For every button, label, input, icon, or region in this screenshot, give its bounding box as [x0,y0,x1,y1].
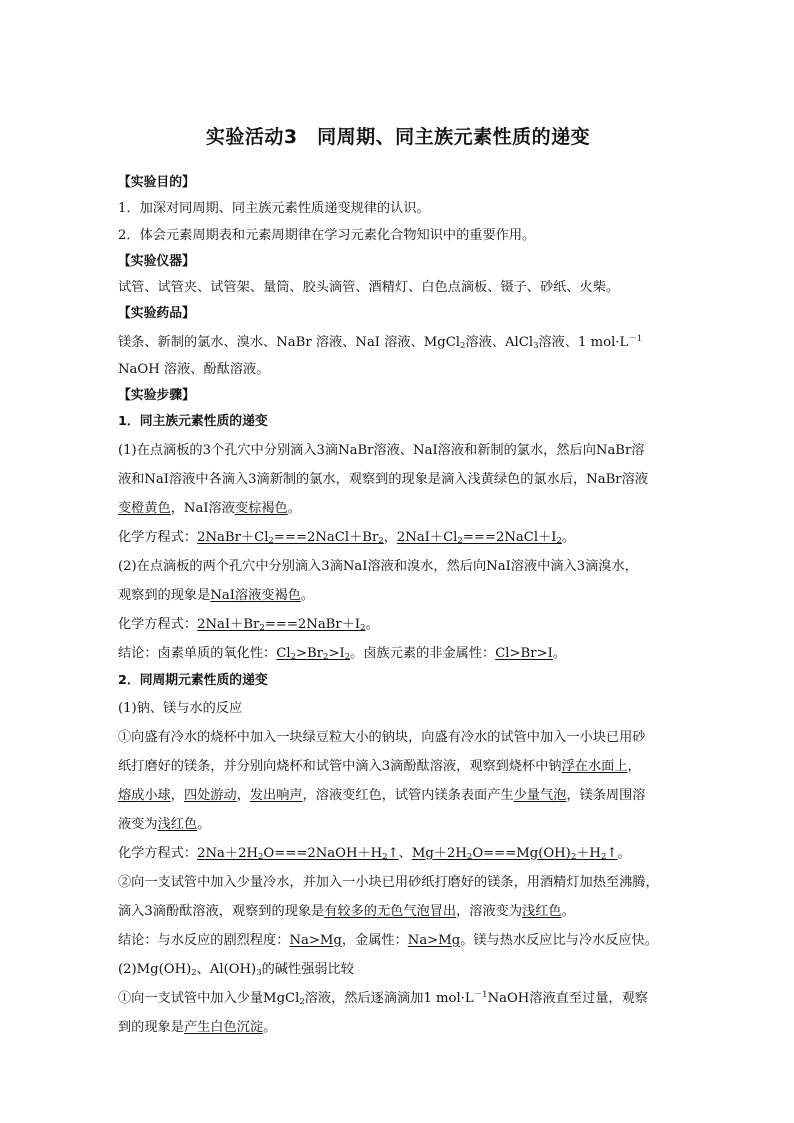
s1-equation-2: 化学方程式：$2NaI+Br_2===2NaBr+I_2$。 [118,616,379,633]
purpose-heading: 【实验目的】 [118,175,195,190]
s2-subheading-1: (1)钠、镁与水的反应 [118,700,243,716]
s1-equation-1: 化学方程式：$2NaBr+Cl_2===2NaCl+Br_2$，$2NaI+Cl_2===2NaCl+I_2$。 [118,529,576,546]
s1-p1-line-2: 液和NaI溶液中各滴入3滴新制的氯水，观察到的现象是滴入浅黄绿色的氯水后，NaBr溶液 [118,471,648,487]
s1-p1-line-1: (1)在点滴板的3个孔穴中分别滴入3滴NaBr溶液、NaI溶液和新制的氯水，然后向NaBr溶 [118,442,645,458]
s2-p1-line-3: 熔成小球，四处游动，发出响声，溶液变红色，试管内镁条表面产生少量气泡，镁条周围溶 [118,787,646,803]
document-body [118,170,678,1042]
steps-heading: 【实验步骤】 [118,388,195,404]
s2-p1-line-2: 纸打磨好的镁条，并分别向烧杯和试管中滴入3滴酚酞溶液，观察到烧杯中钠浮在水面上， [118,758,641,774]
s2-p1-line-1: ①向盛有冷水的烧杯中加入一块绿豆粒大小的钠块，向盛有冷水的试管中加入一小块已用砂 [118,729,646,745]
s2-p1-line-4: 液变为浅红色。 [118,816,211,832]
s2-equation: 化学方程式：$2Na+2H_2O===2NaOH+H_2↑$、$Mg+2H_2O===Mg(OH)_2+H_2↑$。 [118,845,631,862]
s1-conclusion: 结论：卤素单质的氧化性：$Cl_2>Br_2>I_2$。卤族元素的非金属性：Cl>Br>I。 [118,645,567,662]
s2-subheading-2: $(2)Mg(OH)_2$、$Al(OH)_3$的碱性强弱比较 [118,961,354,978]
s1-p2-line-2: 观察到的现象是NaI溶液变褐色。 [118,587,315,603]
reagents-line-2: NaOH 溶液、酚酞溶液。 [118,361,270,377]
purpose-item-2: 2．体会元素周期表和元素周期律在学习元素化合物知识中的重要作用。 [118,227,536,243]
s1-p1-line-3: 变橙黄色，NaI溶液变棕褐色。 [118,500,301,516]
s1-p2-line-1: (2)在点滴板的两个孔穴中分别滴入3滴NaI溶液和溴水，然后向NaI溶液中滴入3滴溴水， [118,558,638,574]
section-1-heading: 1．同主族元素性质的递变 [118,414,268,430]
s2-p3-line-2: 到的现象是产生白色沉淀。 [118,1019,277,1035]
s2-p2-line-2: 滴入3滴酚酞溶液，观察到的现象是有较多的无色气泡冒出，溶液变为浅红色。 [118,903,575,919]
reagents-heading: 【实验药品】 [118,306,195,322]
document-title: 实验活动3 同周期、同主族元素性质的递变 [205,126,591,148]
s2-conclusion: 结论：与水反应的剧烈程度：Na>Mg，金属性：Na>Mg。镁与热水反应比与冷水反应快。 [118,932,658,948]
apparatus-text: 试管、试管夹、试管架、量筒、胶头滴管、酒精灯、白色点滴板、镊子、砂纸、火柴。 [118,280,620,296]
s2-p2-line-1: ②向一支试管中加入少量冷水，并加入一小块已用砂纸打磨好的镁条，用酒精灯加热至沸腾， [118,874,659,890]
s2-p3-line-1: ①向一支试管中加入少量MgCl$_2$溶液，然后逐滴滴加1 $mol\cdot L^{-1}NaOH$溶液直至过量，观察 [118,989,648,1007]
section-2-heading: 2．同周期元素性质的递变 [118,672,268,688]
purpose-item-1: 1．加深对同周期、同主族元素性质递变规律的认识。 [118,201,430,217]
reagents-line-1: 镁条、新制的氯水、溴水、NaBr 溶液、NaI 溶液、MgCl$_2$溶液、AlCl$_3$溶液、1 $mol\cdot L^{-1}$ [118,333,643,351]
apparatus-heading: 【实验仪器】 [118,253,195,269]
